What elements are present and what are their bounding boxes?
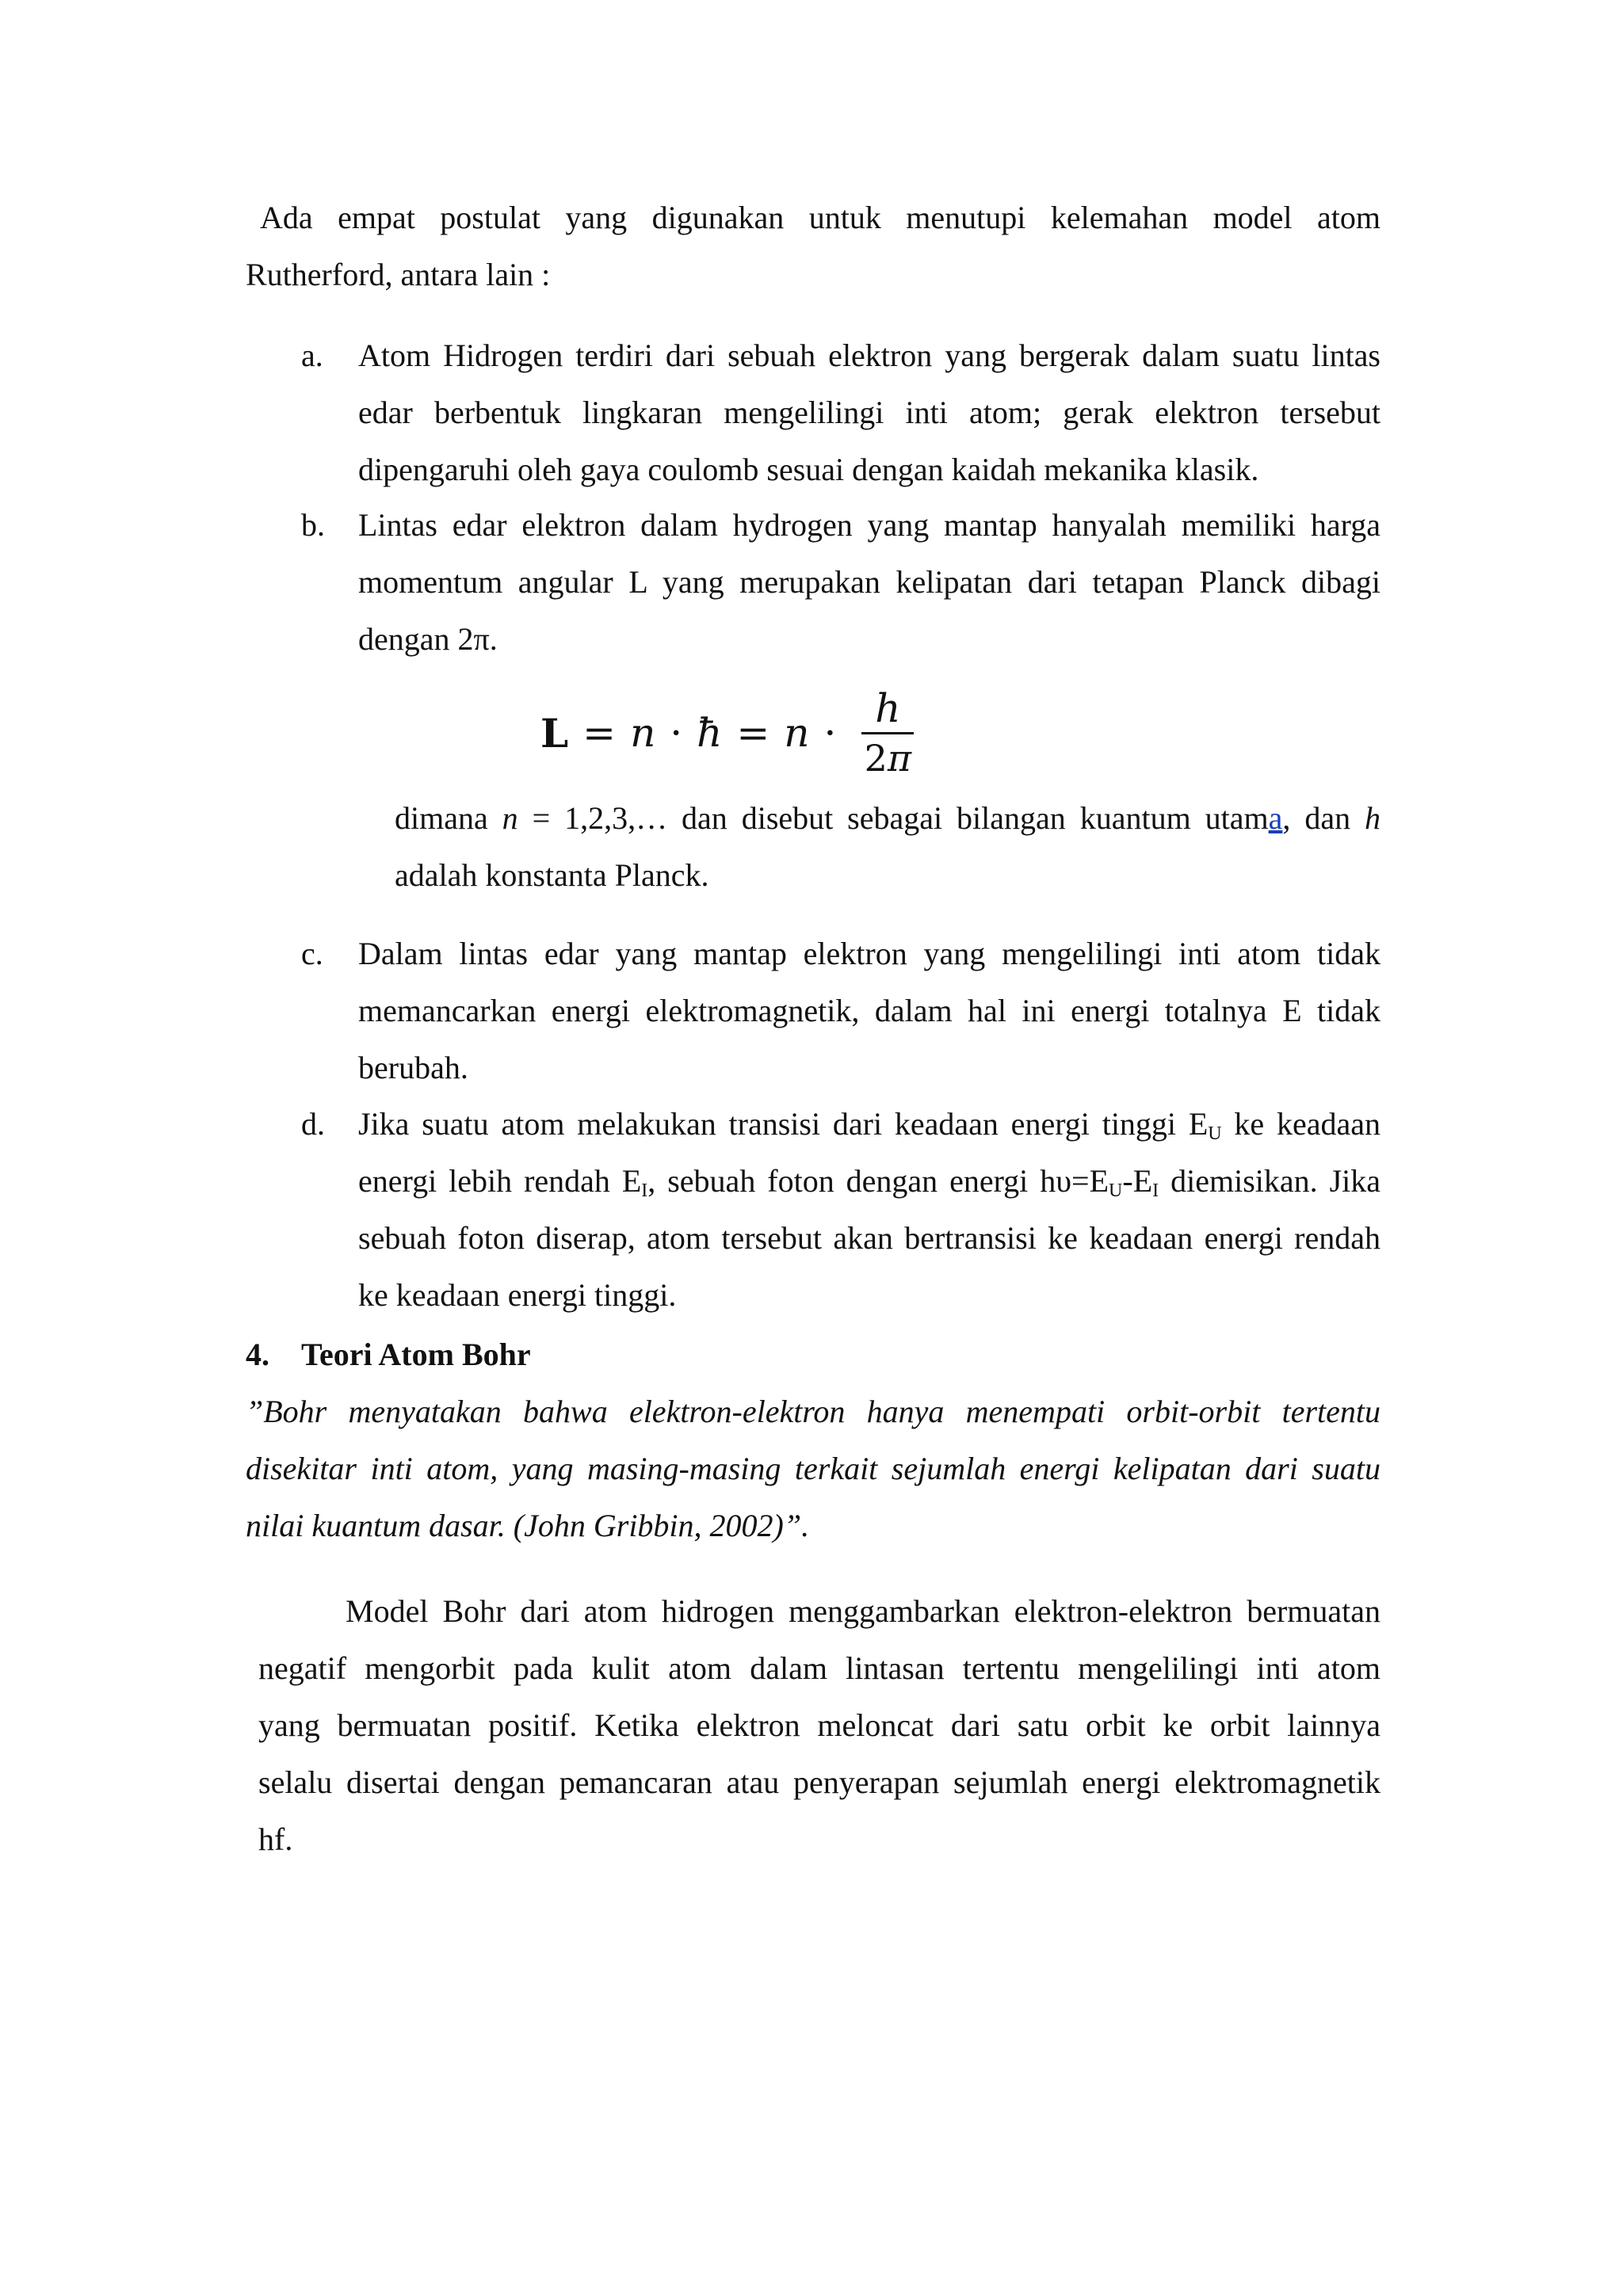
angular-momentum-formula <box>540 681 914 784</box>
section-heading <box>246 1326 531 1383</box>
intro-line-1: Ada empat postulat yang digunakan untuk menutupi kelemahan model atom <box>260 200 1381 235</box>
text-line: Model Bohr dari atom hidrogen menggambarkan elektron-elektron bermuatan <box>346 1593 1381 1629</box>
text-line: dengan 2π. <box>358 621 498 657</box>
text-line: ke keadaan energi tinggi. <box>358 1277 677 1313</box>
formula-symbol: ħ <box>697 710 723 756</box>
text-line: Jika suatu atom melakukan transisi dari keadaan energi tinggi $E_U$ ke keadaan <box>358 1106 1381 1144</box>
text-line: Atom Hidrogen terdiri dari sebuah elektron yang bergerak dalam suatu lintas <box>358 338 1381 373</box>
text-line: momentum angular L yang merupakan kelipatan dari tetapan Planck dibagi <box>358 564 1381 600</box>
formula-operator: = <box>582 710 617 756</box>
fraction-denominator: 2π <box>864 736 912 780</box>
list-marker: a. <box>301 338 323 373</box>
fraction-numerator: h <box>875 685 901 731</box>
postulate-b-text <box>358 497 1381 668</box>
text-line: dimana n = 1,2,3,… dan disebut sebagai bilangan kuantum utama, dan h <box>395 800 1381 836</box>
text-line: negatif mengorbit pada kulit atom dalam lintasan tertentu mengelilingi inti atom <box>258 1650 1381 1686</box>
list-marker: b. <box>301 507 325 543</box>
postulate-d-text <box>358 1096 1381 1324</box>
formula-symbol: n <box>784 710 810 756</box>
text-line: hf. <box>258 1821 293 1857</box>
text-line: edar berbentuk lingkaran mengelilingi inti atom; gerak elektron tersebut <box>358 395 1381 430</box>
text-line: Dalam lintas edar yang mantap elektron yang mengelilingi inti atom tidak <box>358 936 1381 971</box>
text-line: selalu disertai dengan pemancaran atau penyerapan sejumlah energi elektromagnetik <box>258 1764 1381 1800</box>
text-line: adalah konstanta Planck. <box>395 857 709 893</box>
list-marker: c. <box>301 936 323 971</box>
text-line: energi lebih rendah $E_I$, sebuah foton dengan energi $h\upsilon=E_U-E_I$ diemisikan. Jika <box>358 1163 1381 1201</box>
formula-operator: = <box>736 710 770 756</box>
formula-symbol: n <box>630 710 656 756</box>
text-line: Lintas edar elektron dalam hydrogen yang mantap hanyalah memiliki harga <box>358 507 1381 543</box>
formula-symbol: L <box>540 709 569 757</box>
text-line: dipengaruhi oleh gaya coulomb sesuai dengan kaidah mekanika klasik. <box>358 452 1259 487</box>
text-line: berubah. <box>358 1050 468 1085</box>
footnote-link[interactable]: a <box>1268 800 1283 836</box>
text-line: disekitar inti atom, yang masing-masing terkait sejumlah energi kelipatan dari suatu <box>246 1451 1381 1486</box>
text-line: memancarkan energi elektromagnetik, dalam hal ini energi totalnya E tidak <box>358 993 1381 1028</box>
body-paragraph <box>258 1583 1381 1868</box>
formula-fraction <box>861 685 914 782</box>
quote-paragraph <box>246 1383 1381 1554</box>
section-title: Teori Atom Bohr <box>301 1337 531 1372</box>
text-line: sebuah foton diserap, atom tersebut akan bertransisi ke keadaan energi rendah <box>358 1220 1381 1256</box>
intro-line-2: Rutherford, antara lain : <box>246 257 551 292</box>
formula-note <box>395 790 1381 904</box>
section-number: 4. <box>246 1337 269 1372</box>
formula-operator: · <box>823 710 837 756</box>
postulate-c-text <box>358 925 1381 1097</box>
intro-paragraph <box>246 189 1381 303</box>
text-line: ”Bohr menyatakan bahwa elektron-elektron hanya menempati orbit-orbit tertentu <box>246 1394 1381 1429</box>
postulate-a-text <box>358 327 1381 498</box>
list-marker: d. <box>301 1106 325 1142</box>
formula-operator: · <box>670 710 683 756</box>
text-line: yang bermuatan positif. Ketika elektron meloncat dari satu orbit ke orbit lainnya <box>258 1707 1381 1743</box>
text-line: nilai kuantum dasar. (John Gribbin, 2002)”. <box>246 1508 810 1543</box>
